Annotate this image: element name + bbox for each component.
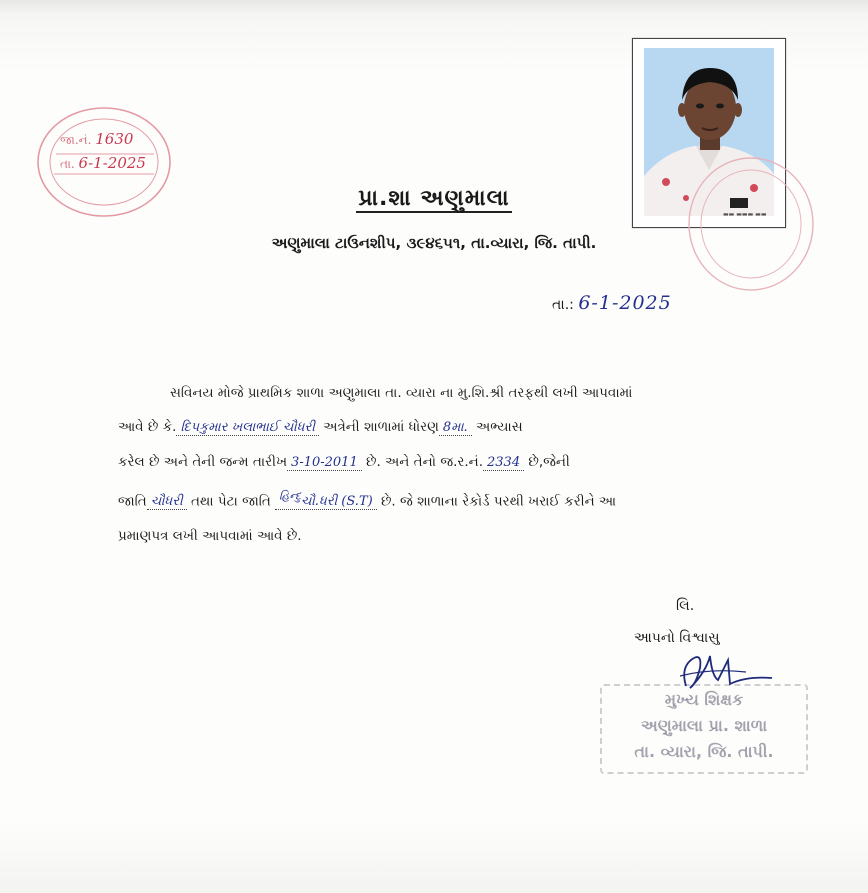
stamp-date-label: તા. [60, 157, 75, 171]
stamp-title: મુખ્ય શિક્ષક [664, 690, 744, 709]
religion: હિન્દુ [279, 490, 302, 503]
body-line-1: સવિનય મોજે પ્રાથમિક શાળા અણુમાલા તા. વ્યારા ના મુ.શિ.શ્રી તરફથી લખી આપવામાં [170, 385, 633, 401]
body-line-2-b: અત્રેની શાળામાં ધોરણ [323, 419, 439, 435]
body-line-2 [118, 410, 758, 445]
school-name: પ્રા.શા અણુમાલા [358, 186, 510, 211]
stamp-number: 1630 [95, 130, 134, 148]
stamp-school: અણુમાલા પ્રા. શાળા [640, 716, 768, 735]
body-line-3 [118, 445, 758, 480]
body-line-2-a: આવે છે કે. [118, 419, 177, 435]
standard: 8મા. [439, 420, 472, 436]
caste: ચૌધરી [147, 494, 187, 510]
body-line-3-c: છે,જેની [528, 454, 570, 470]
body-line-3-a: કરેલ છે અને તેની જન્મ તારીખ [118, 454, 288, 470]
sub-caste [275, 490, 377, 510]
gr-number: 2334 [483, 455, 524, 471]
body-line-4-b: તથા પેટા જાતિ [190, 493, 271, 510]
birth-date: 3-10-2011 [287, 455, 362, 471]
body-line-4-a: જાતિ [118, 493, 147, 510]
student-name: દિપકુમાર ખલાભાઈ ચૌધરી [176, 420, 318, 436]
date-line [552, 292, 672, 314]
photo-overlap-stamp [684, 154, 818, 294]
closing-li: લિ. [676, 598, 695, 614]
closing-yours: આપનો વિશ્વાસુ [634, 630, 720, 646]
stamp-number-label: જા.નં. [60, 133, 92, 147]
body-line-4-c: છે. જે શાળાના રેકોર્ડ પરથી ખરાઈ કરીને આ [380, 493, 617, 510]
body-line-5: પ્રમાણપત્ર લખી આપવામાં આવે છે. [118, 528, 302, 545]
headmaster-signature [650, 646, 780, 694]
scan-shadow [0, 0, 868, 14]
headmaster-stamp [600, 684, 808, 774]
date-label: તા.: [552, 297, 574, 313]
body-line-3-b: છે. અને તેનો જ.ર.નં. [366, 454, 483, 470]
stamp-place: તા. વ્યારા, જિ. તાપી. [634, 742, 774, 761]
body-line-2-c: અભ્યાસ [475, 419, 523, 435]
date-value: 6-1-2025 [578, 292, 672, 314]
school-address: અણુમાલા ટાઉનશીપ, ૩૯૪૬૫૧, તા.વ્યારા, જિ. તાપી. [271, 234, 597, 252]
body-line-4 [118, 480, 758, 519]
overlap-stamp-rings [684, 154, 818, 294]
stamp-date: 6-1-2025 [78, 154, 146, 172]
photo-studio-caption: ▬▬ ▬▬▬ ▬▬ [723, 211, 767, 218]
school-name-heading [0, 186, 868, 211]
sub-caste-value: ચૌ.ધરી (S.T) [301, 494, 373, 510]
certificate-body [118, 376, 758, 553]
